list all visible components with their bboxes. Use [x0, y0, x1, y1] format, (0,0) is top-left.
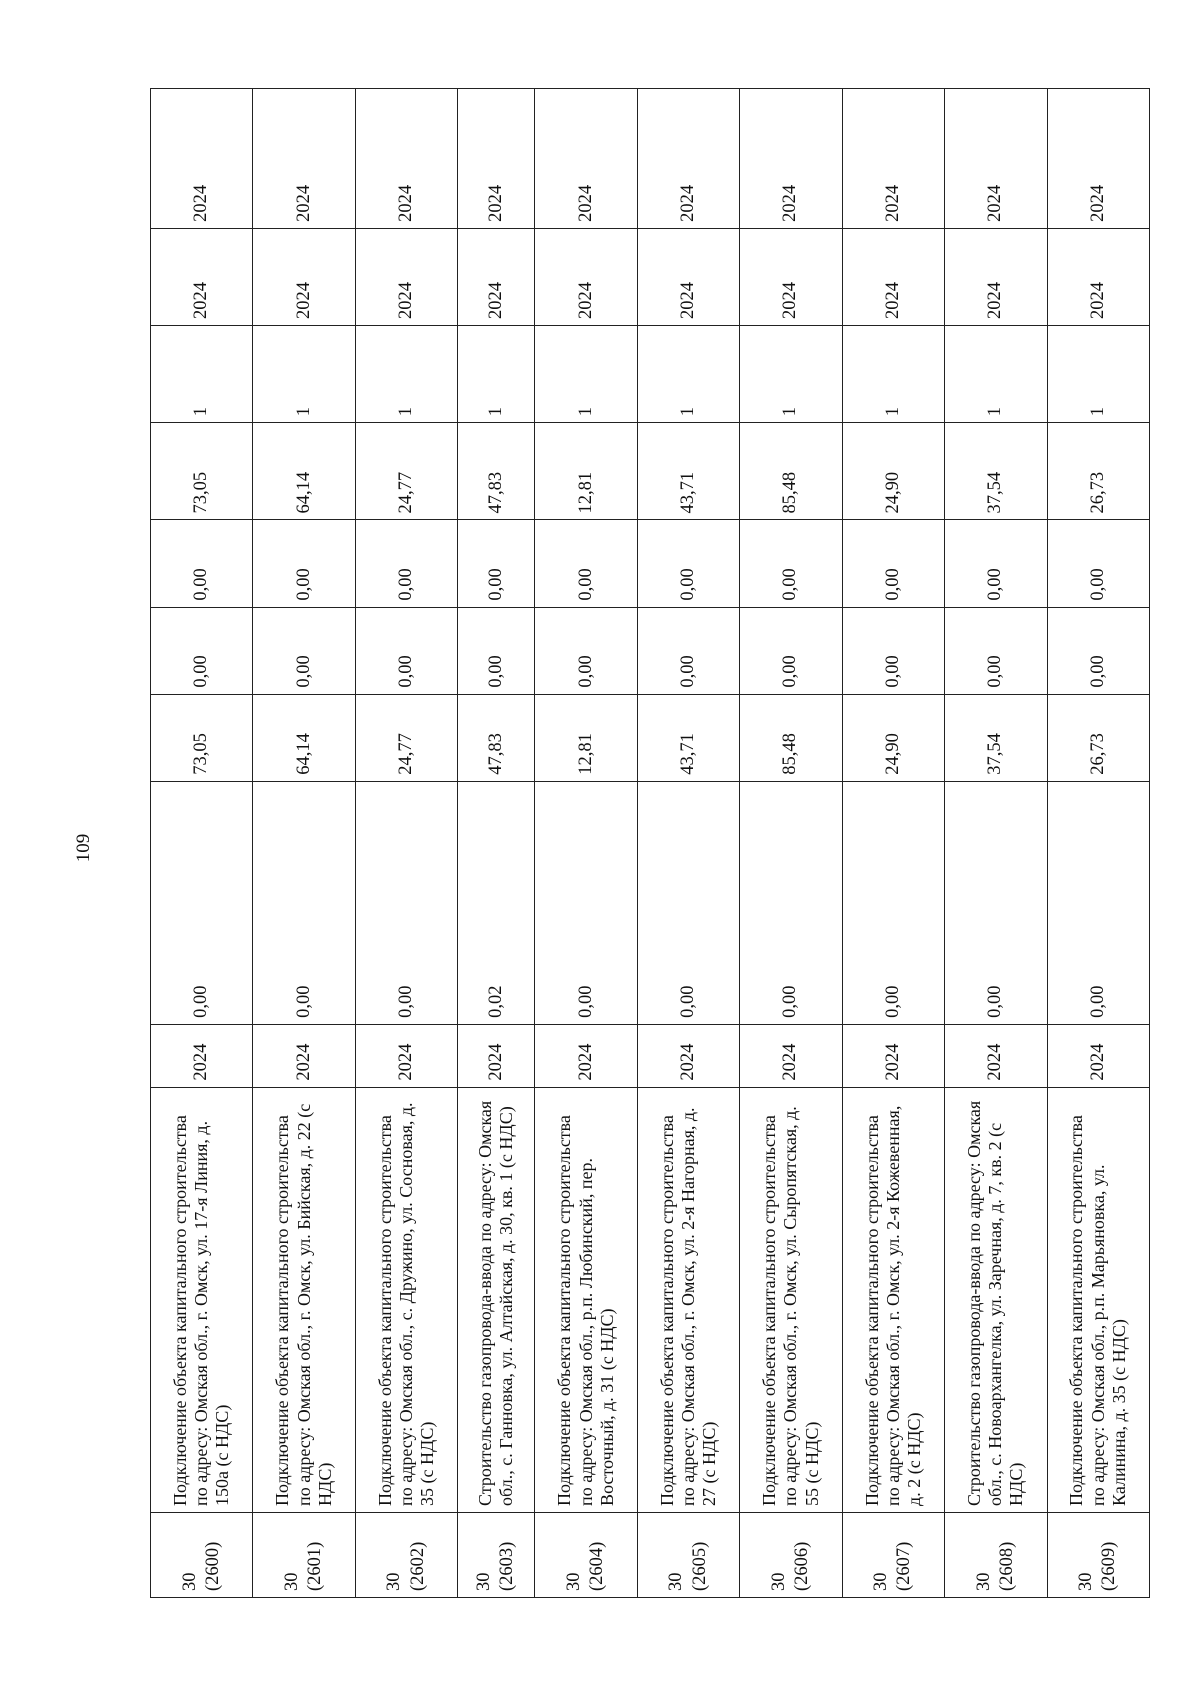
year-a-text: 2024: [985, 1043, 1006, 1081]
row-id-text: 30: [973, 1572, 994, 1591]
count-cell: [637, 326, 739, 423]
description-cell: [637, 1087, 739, 1512]
value-4-text: 0,00: [396, 568, 417, 601]
row-id-text: (2605): [689, 1541, 710, 1591]
value-5-text: 85,48: [780, 471, 801, 514]
year-a-cell: [637, 1024, 739, 1087]
value-2-cell: [842, 694, 944, 781]
value-4-cell: [945, 520, 1047, 607]
value-5-cell: [458, 423, 535, 520]
row-id-text: (2603): [497, 1541, 518, 1591]
value-5-text: 64,14: [293, 471, 314, 514]
table-row: [151, 89, 253, 1598]
year-a-text: 2024: [1087, 1043, 1108, 1081]
table-row: [1047, 89, 1149, 1598]
value-4-text: 0,00: [882, 568, 903, 601]
value-5-text: 73,05: [191, 471, 212, 514]
year-c-cell: [945, 89, 1047, 229]
row-id-cell: [253, 1512, 355, 1597]
description-cell: [458, 1087, 535, 1512]
row-id-cell: [535, 1512, 637, 1597]
value-4-text: 0,00: [191, 568, 212, 601]
value-5-cell: [637, 423, 739, 520]
description-text: Подключение объекта капитального строительства по адресу: Омская обл., г. Омск, ул. Бийская, д. 22 (с НДС): [272, 1103, 335, 1506]
value-5-cell: [740, 423, 842, 520]
value-2-text: 26,73: [1087, 733, 1108, 775]
value-2-text: 47,83: [485, 733, 506, 775]
value-2-cell: [637, 694, 739, 781]
year-b-cell: [740, 228, 842, 325]
year-a-cell: [458, 1024, 535, 1087]
description-text: Подключение объекта капитального строительства по адресу: Омская обл., г. Омск, ул. Сыропятская, д. 55 (с НДС): [759, 1106, 822, 1506]
value-1-text: 0,00: [780, 985, 801, 1018]
value-2-text: 73,05: [191, 733, 212, 775]
row-id-cell: [1047, 1512, 1149, 1597]
row-id-cell: [151, 1512, 253, 1597]
description-text: Подключение объекта капитального строительства по адресу: Омская обл., г. Омск, ул. 2-я Кожевенная, д. 2 (с НДС): [861, 1105, 924, 1506]
value-1-text: 0,00: [678, 985, 699, 1018]
value-1-cell: [740, 781, 842, 1024]
value-5-text: 24,90: [882, 471, 903, 514]
value-3-cell: [355, 607, 457, 694]
value-4-cell: [1047, 520, 1149, 607]
value-3-text: 0,00: [293, 655, 314, 688]
value-4-cell: [355, 520, 457, 607]
value-3-cell: [945, 607, 1047, 694]
value-3-text: 0,00: [191, 655, 212, 688]
description-text: Строительство газопровода-ввода по адресу: Омская обл., с. Ганновка, ул. Алтайская, д. 30, кв. 1 (с НДС): [475, 1100, 517, 1506]
year-c-text: 2024: [678, 184, 699, 222]
value-2-cell: [740, 694, 842, 781]
count-text: 1: [985, 407, 1006, 417]
table-row: [355, 89, 457, 1598]
year-a-cell: [1047, 1024, 1149, 1087]
value-5-cell: [151, 423, 253, 520]
value-3-text: 0,00: [985, 655, 1006, 688]
count-text: 1: [1087, 407, 1108, 417]
value-2-cell: [1047, 694, 1149, 781]
row-id-cell: [458, 1512, 535, 1597]
year-c-cell: [355, 89, 457, 229]
year-b-text: 2024: [575, 282, 596, 320]
year-b-cell: [355, 228, 457, 325]
year-b-text: 2024: [396, 282, 417, 320]
table-row: [458, 89, 535, 1598]
value-2-text: 85,48: [780, 733, 801, 775]
row-id-text: (2607): [894, 1541, 915, 1591]
year-c-cell: [253, 89, 355, 229]
row-id-text: (2600): [202, 1541, 223, 1591]
value-3-cell: [458, 607, 535, 694]
row-id-text: 30: [666, 1572, 687, 1591]
description-text: Подключение объекта капитального строительства по адресу: Омская обл., г. Омск, ул. 2-я Нагорная, д. 27 (с НДС): [656, 1107, 720, 1506]
row-id-text: 30: [474, 1572, 495, 1591]
count-text: 1: [191, 407, 212, 417]
value-2-cell: [151, 694, 253, 781]
year-b-cell: [458, 228, 535, 325]
count-cell: [1047, 326, 1149, 423]
description-text: Подключение объекта капитального строительства по адресу: Омская обл., с. Дружино, ул. Сосновая, д. 35 (с НДС): [374, 1102, 438, 1506]
value-1-text: 0,00: [1087, 985, 1108, 1018]
year-b-text: 2024: [485, 282, 506, 320]
row-id-cell: [842, 1512, 944, 1597]
value-3-cell: [1047, 607, 1149, 694]
year-c-text: 2024: [575, 184, 596, 222]
value-4-text: 0,00: [1087, 568, 1108, 601]
year-a-text: 2024: [396, 1043, 417, 1081]
value-3-text: 0,00: [396, 655, 417, 688]
value-4-cell: [253, 520, 355, 607]
count-cell: [458, 326, 535, 423]
year-a-cell: [253, 1024, 355, 1087]
row-id-text: (2604): [587, 1541, 608, 1591]
value-1-cell: [253, 781, 355, 1024]
value-3-cell: [637, 607, 739, 694]
value-1-text: 0,02: [485, 985, 506, 1018]
value-5-cell: [842, 423, 944, 520]
year-c-cell: [535, 89, 637, 229]
row-id-text: 30: [768, 1572, 789, 1591]
year-c-text: 2024: [1087, 184, 1108, 222]
year-b-cell: [151, 228, 253, 325]
value-2-cell: [253, 694, 355, 781]
year-b-text: 2024: [1087, 282, 1108, 320]
count-cell: [740, 326, 842, 423]
value-4-text: 0,00: [985, 568, 1006, 601]
description-cell: [355, 1087, 457, 1512]
value-5-text: 24,77: [396, 471, 417, 514]
value-1-cell: [637, 781, 739, 1024]
year-a-text: 2024: [780, 1043, 801, 1081]
table-row: [637, 89, 739, 1598]
value-3-text: 0,00: [575, 655, 596, 688]
year-a-text: 2024: [678, 1043, 699, 1081]
year-c-cell: [458, 89, 535, 229]
count-cell: [842, 326, 944, 423]
value-4-text: 0,00: [293, 568, 314, 601]
count-cell: [253, 326, 355, 423]
table-row: [842, 89, 944, 1598]
year-a-cell: [740, 1024, 842, 1087]
value-3-cell: [842, 607, 944, 694]
value-2-text: 37,54: [985, 733, 1006, 775]
value-3-cell: [253, 607, 355, 694]
value-2-cell: [458, 694, 535, 781]
count-text: 1: [678, 407, 699, 417]
year-c-text: 2024: [293, 184, 314, 222]
row-id-cell: [740, 1512, 842, 1597]
value-3-text: 0,00: [678, 655, 699, 688]
value-2-cell: [535, 694, 637, 781]
row-id-text: (2602): [407, 1541, 428, 1591]
row-id-cell: [355, 1512, 457, 1597]
value-4-cell: [535, 520, 637, 607]
table-rotated-frame: [150, 88, 1150, 1598]
year-a-cell: [355, 1024, 457, 1087]
count-cell: [945, 326, 1047, 423]
year-b-cell: [842, 228, 944, 325]
year-a-cell: [842, 1024, 944, 1087]
description-cell: [945, 1087, 1047, 1512]
row-id-text: 30: [1076, 1572, 1097, 1591]
value-5-cell: [535, 423, 637, 520]
year-b-text: 2024: [882, 282, 903, 320]
table-body: [151, 89, 1150, 1598]
description-text: Строительство газопровода-ввода по адресу: Омская обл., с. Новоархангелка, ул. Заречная, д. 7, кв. 2 (с НДС): [963, 1100, 1027, 1506]
value-4-cell: [458, 520, 535, 607]
value-2-text: 64,14: [293, 733, 314, 775]
year-b-cell: [535, 228, 637, 325]
year-c-text: 2024: [780, 184, 801, 222]
description-text: Подключение объекта капитального строительства по адресу: Омская обл., р.п. Любинский, пер. Восточный, д. 31 (с НДС): [554, 1115, 617, 1506]
description-cell: [842, 1087, 944, 1512]
count-text: 1: [780, 407, 801, 417]
value-3-text: 0,00: [485, 655, 506, 688]
year-a-text: 2024: [882, 1043, 903, 1081]
row-id-text: (2609): [1099, 1541, 1120, 1591]
year-b-cell: [1047, 228, 1149, 325]
year-c-text: 2024: [985, 184, 1006, 222]
value-2-cell: [945, 694, 1047, 781]
value-3-text: 0,00: [780, 655, 801, 688]
value-3-text: 0,00: [882, 655, 903, 688]
year-c-text: 2024: [485, 184, 506, 222]
value-1-cell: [842, 781, 944, 1024]
value-5-cell: [1047, 423, 1149, 520]
value-4-cell: [151, 520, 253, 607]
count-text: 1: [396, 407, 417, 417]
year-a-cell: [151, 1024, 253, 1087]
year-c-cell: [637, 89, 739, 229]
year-c-cell: [1047, 89, 1149, 229]
value-1-text: 0,00: [985, 985, 1006, 1018]
year-b-cell: [637, 228, 739, 325]
value-5-text: 26,73: [1087, 471, 1108, 514]
year-b-text: 2024: [293, 282, 314, 320]
description-text: Подключение объекта капитального строительства по адресу: Омская обл., р.п. Марьяновка, ул. Калинина, д. 35 (с НДС): [1066, 1115, 1129, 1506]
year-a-text: 2024: [191, 1043, 212, 1081]
value-5-text: 37,54: [985, 471, 1006, 514]
value-3-text: 0,00: [1087, 655, 1108, 688]
table-row: [740, 89, 842, 1598]
year-a-text: 2024: [575, 1043, 596, 1081]
data-table: [150, 88, 1150, 1598]
description-cell: [535, 1087, 637, 1512]
count-text: 1: [575, 407, 596, 417]
year-c-text: 2024: [396, 184, 417, 222]
row-id-cell: [945, 1512, 1047, 1597]
row-id-text: (2608): [996, 1541, 1017, 1591]
value-1-cell: [458, 781, 535, 1024]
year-c-text: 2024: [191, 184, 212, 222]
row-id-text: 30: [871, 1572, 892, 1591]
value-2-text: 12,81: [575, 733, 596, 775]
row-id-text: 30: [179, 1572, 200, 1591]
value-5-cell: [945, 423, 1047, 520]
value-2-text: 24,77: [396, 733, 417, 775]
rotated-table-container: [150, 88, 1150, 1598]
year-b-text: 2024: [678, 282, 699, 320]
value-5-text: 43,71: [678, 471, 699, 514]
year-b-text: 2024: [780, 282, 801, 320]
count-cell: [151, 326, 253, 423]
table-row: [945, 89, 1047, 1598]
year-b-cell: [253, 228, 355, 325]
value-1-cell: [1047, 781, 1149, 1024]
description-text: Подключение объекта капитального строительства по адресу: Омская обл., г. Омск, ул. 17-я Линия, д. 150а (с НДС): [169, 1115, 233, 1506]
description-cell: [253, 1087, 355, 1512]
table-row: [253, 89, 355, 1598]
year-b-text: 2024: [985, 282, 1006, 320]
year-c-cell: [151, 89, 253, 229]
value-4-text: 0,00: [780, 568, 801, 601]
year-b-cell: [945, 228, 1047, 325]
value-4-cell: [740, 520, 842, 607]
value-4-text: 0,00: [575, 568, 596, 601]
value-1-cell: [151, 781, 253, 1024]
value-5-cell: [355, 423, 457, 520]
value-4-cell: [842, 520, 944, 607]
value-1-text: 0,00: [191, 985, 212, 1018]
value-1-text: 0,00: [882, 985, 903, 1018]
value-4-cell: [637, 520, 739, 607]
value-5-text: 47,83: [485, 471, 506, 514]
value-3-cell: [535, 607, 637, 694]
row-id-cell: [637, 1512, 739, 1597]
row-id-text: 30: [282, 1572, 302, 1591]
value-3-cell: [151, 607, 253, 694]
value-4-text: 0,00: [485, 568, 506, 601]
value-5-text: 12,81: [575, 471, 596, 514]
description-cell: [1047, 1087, 1149, 1512]
row-id-text: (2601): [305, 1541, 326, 1591]
value-1-cell: [535, 781, 637, 1024]
value-5-cell: [253, 423, 355, 520]
year-c-cell: [842, 89, 944, 229]
description-cell: [740, 1087, 842, 1512]
row-id-text: 30: [563, 1572, 584, 1591]
value-1-cell: [355, 781, 457, 1024]
year-c-text: 2024: [882, 184, 903, 222]
row-id-text: 30: [384, 1572, 405, 1591]
count-text: 1: [882, 407, 903, 417]
count-text: 1: [293, 407, 314, 417]
value-1-text: 0,00: [575, 985, 596, 1018]
year-a-cell: [945, 1024, 1047, 1087]
count-cell: [535, 326, 637, 423]
value-1-text: 0,00: [293, 985, 314, 1018]
table-row: [535, 89, 637, 1598]
value-2-text: 43,71: [678, 733, 699, 775]
year-c-cell: [740, 89, 842, 229]
value-2-text: 24,90: [882, 733, 903, 775]
count-text: 1: [485, 407, 506, 417]
year-a-text: 2024: [293, 1043, 314, 1081]
page-number: 109: [73, 833, 94, 863]
value-3-cell: [740, 607, 842, 694]
year-a-cell: [535, 1024, 637, 1087]
row-id-text: (2606): [791, 1541, 812, 1591]
value-2-cell: [355, 694, 457, 781]
value-1-text: 0,00: [396, 985, 417, 1018]
value-4-text: 0,00: [678, 568, 699, 601]
count-cell: [355, 326, 457, 423]
description-cell: [151, 1087, 253, 1512]
value-1-cell: [945, 781, 1047, 1024]
year-b-text: 2024: [191, 282, 212, 320]
year-a-text: 2024: [485, 1043, 506, 1081]
